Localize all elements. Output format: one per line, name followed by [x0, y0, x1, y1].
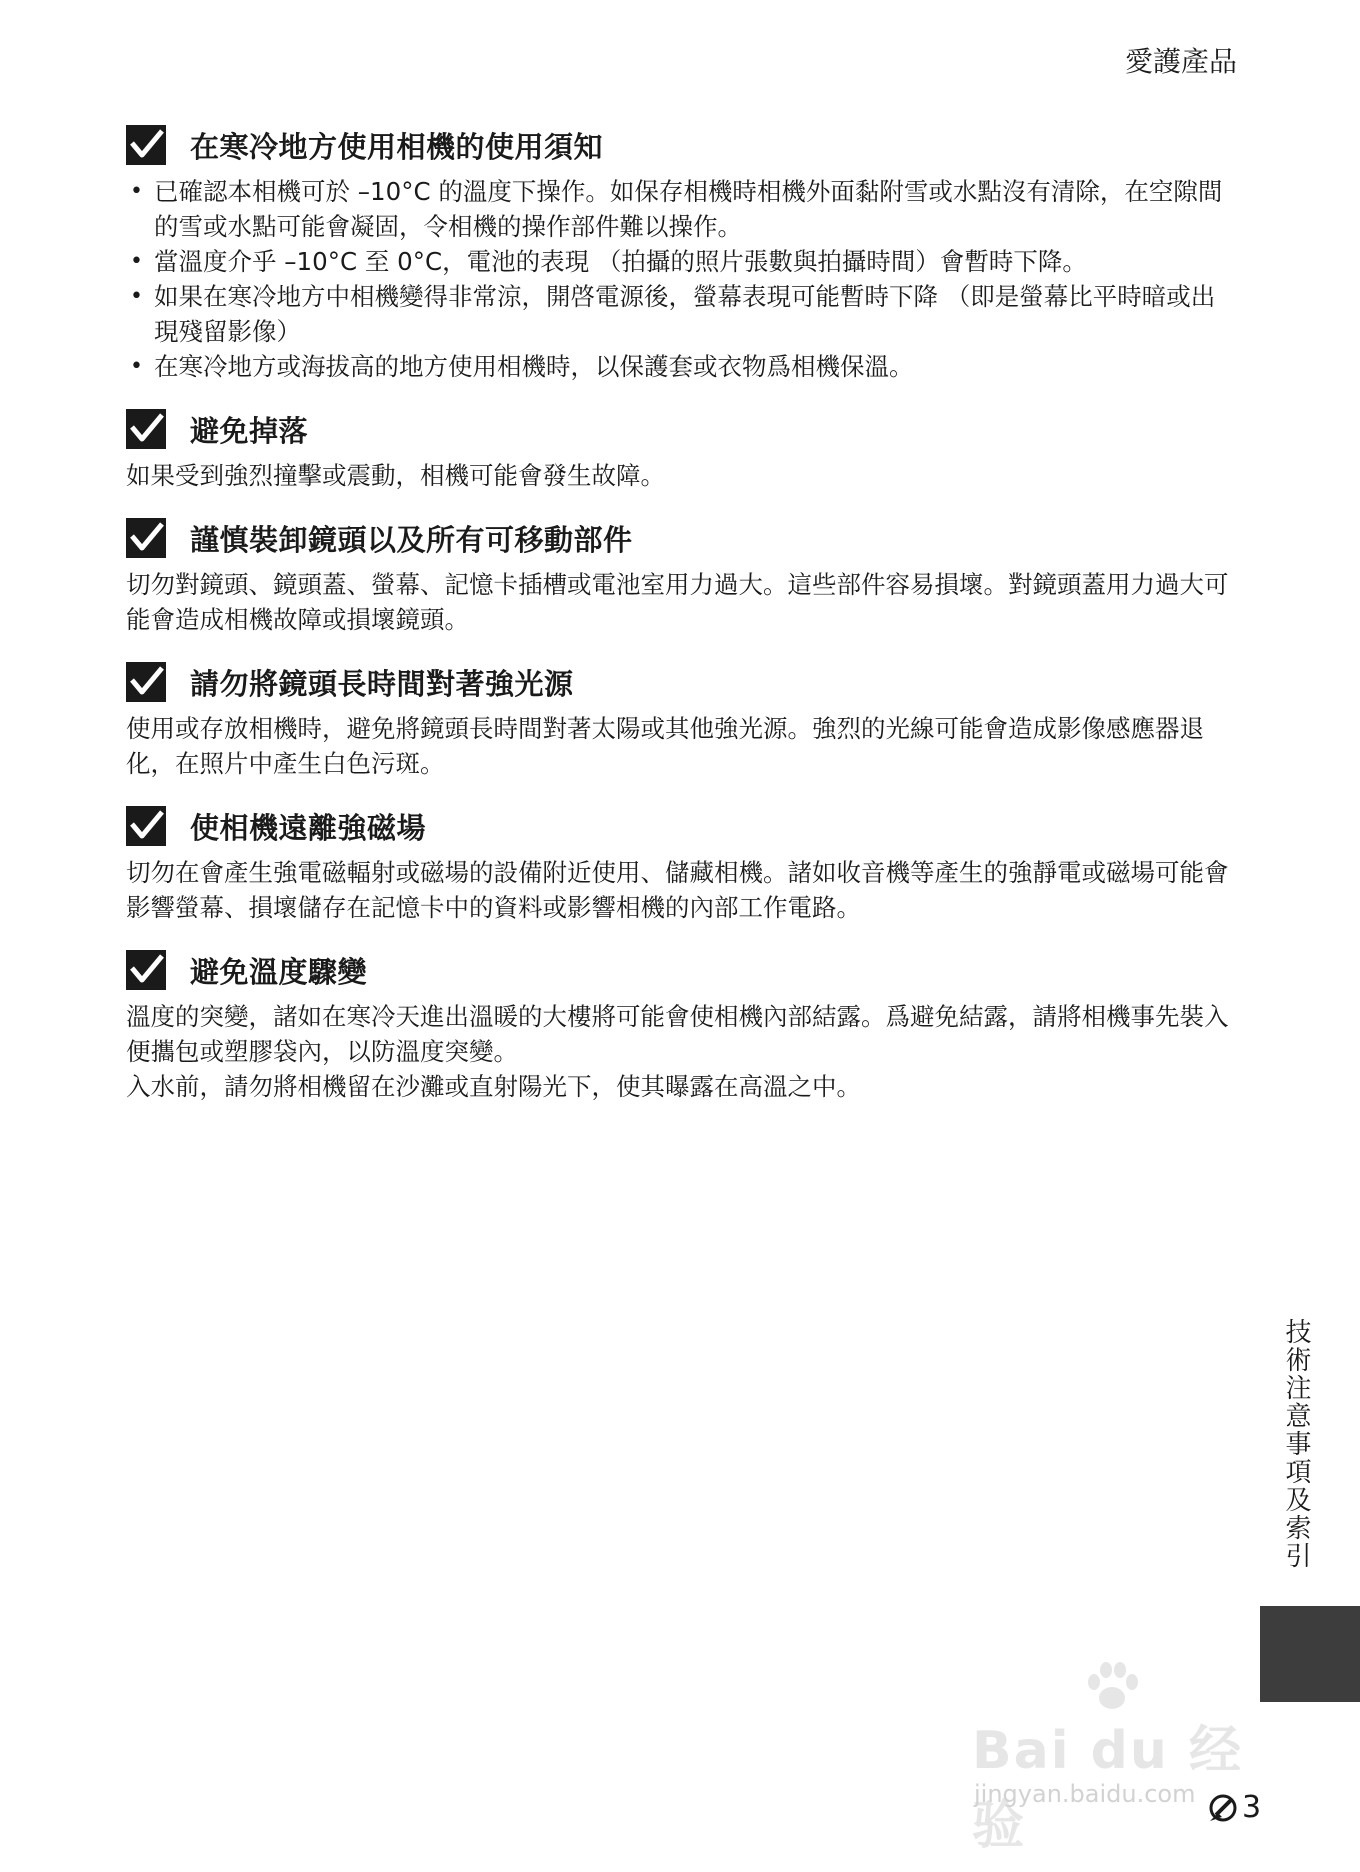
section-title: 避免掉落: [190, 413, 309, 448]
watermark-url: jingyan.baidu.com: [974, 1780, 1196, 1808]
checkmark-icon: [126, 950, 166, 990]
checkmark-icon: [126, 518, 166, 558]
section-heading: [126, 406, 1236, 452]
checkmark-icon: [126, 409, 166, 449]
section-title: 避免溫度驟變: [190, 954, 368, 989]
section-heading: [126, 803, 1236, 849]
side-tab-label: 技術注意事項及索引: [1281, 1318, 1311, 1570]
section-cold-weather: [126, 122, 1236, 384]
content-body: [126, 122, 1236, 1126]
section-paragraph: 切勿對鏡頭、鏡頭蓋、螢幕、記憶卡插槽或電池室用力過大。這些部件容易損壞。對鏡頭蓋用力過大可能會造成相機故障或損壞鏡頭。: [126, 570, 1229, 634]
watermark-logo: Bai du 经验: [972, 1721, 1243, 1856]
side-tab-marker: [1260, 1606, 1360, 1702]
section-heading: [126, 947, 1236, 993]
section-strong-light: [126, 659, 1236, 781]
page-header-title: 愛護產品: [1124, 45, 1237, 78]
section-paragraph: 切勿在會產生強電磁輻射或磁場的設備附近使用、儲藏相機。諸如收音機等產生的強靜電或磁場可能會影響螢幕、損壞儲存在記憶卡中的資料或影響相機的內部工作電路。: [126, 858, 1229, 922]
page-number-value: 3: [1242, 1790, 1262, 1825]
section-title: 在寒冷地方使用相機的使用須知: [190, 129, 604, 164]
watermark: [962, 1660, 1262, 1856]
section-title: 謹慎裝卸鏡頭以及所有可移動部件: [190, 522, 633, 557]
section-paragraph: 如果受到強烈撞擊或震動，相機可能會發生故障。: [126, 461, 665, 490]
section-avoid-dropping: [126, 406, 1236, 493]
list-item: • 當溫度介乎 –10°C 至 0°C，電池的表現 （拍攝的照片張數與拍攝時間）會暫時下降。: [126, 244, 1236, 279]
pencil-icon: [1206, 1791, 1240, 1825]
checkmark-icon: [126, 806, 166, 846]
section-heading: [126, 659, 1236, 705]
section-title: 使相機遠離強磁場: [190, 810, 427, 845]
list-item: • 已確認本相機可於 –10°C 的溫度下操作。如保存相機時相機外面黏附雪或水點沒有清除，在空隙間的雪或水點可能會凝固，令相機的操作部件難以操作。: [126, 174, 1236, 244]
section-paragraph: 使用或存放相機時，避免將鏡頭長時間對著太陽或其他強光源。強烈的光線可能會造成影像感應器退化，在照片中產生白色污斑。: [126, 714, 1204, 778]
checkmark-icon: [126, 125, 166, 165]
section-title: 請勿將鏡頭長時間對著強光源: [190, 666, 574, 701]
section-temperature-change: [126, 947, 1236, 1104]
bullet-list: [126, 174, 1236, 384]
page-number: [1206, 1790, 1261, 1825]
section-moving-parts: [126, 515, 1236, 637]
section-paragraph: 入水前，請勿將相機留在沙灘或直射陽光下，使其曝露在高溫之中。: [126, 1072, 861, 1101]
section-magnetic-fields: [126, 803, 1236, 925]
section-heading: [126, 122, 1236, 168]
section-heading: [126, 515, 1236, 561]
section-paragraph: 溫度的突變，諸如在寒冷天進出溫暖的大樓將可能會使相機內部結露。爲避免結露，請將相機事先裝入便攜包或塑膠袋內，以防溫度突變。: [126, 1002, 1229, 1066]
checkmark-icon: [126, 662, 166, 702]
list-item: • 在寒冷地方或海拔高的地方使用相機時，以保護套或衣物爲相機保溫。: [126, 349, 1236, 384]
list-item: • 如果在寒冷地方中相機變得非常涼，開啓電源後，螢幕表現可能暫時下降 （即是螢幕比平時暗或出現殘留影像）: [126, 279, 1236, 349]
